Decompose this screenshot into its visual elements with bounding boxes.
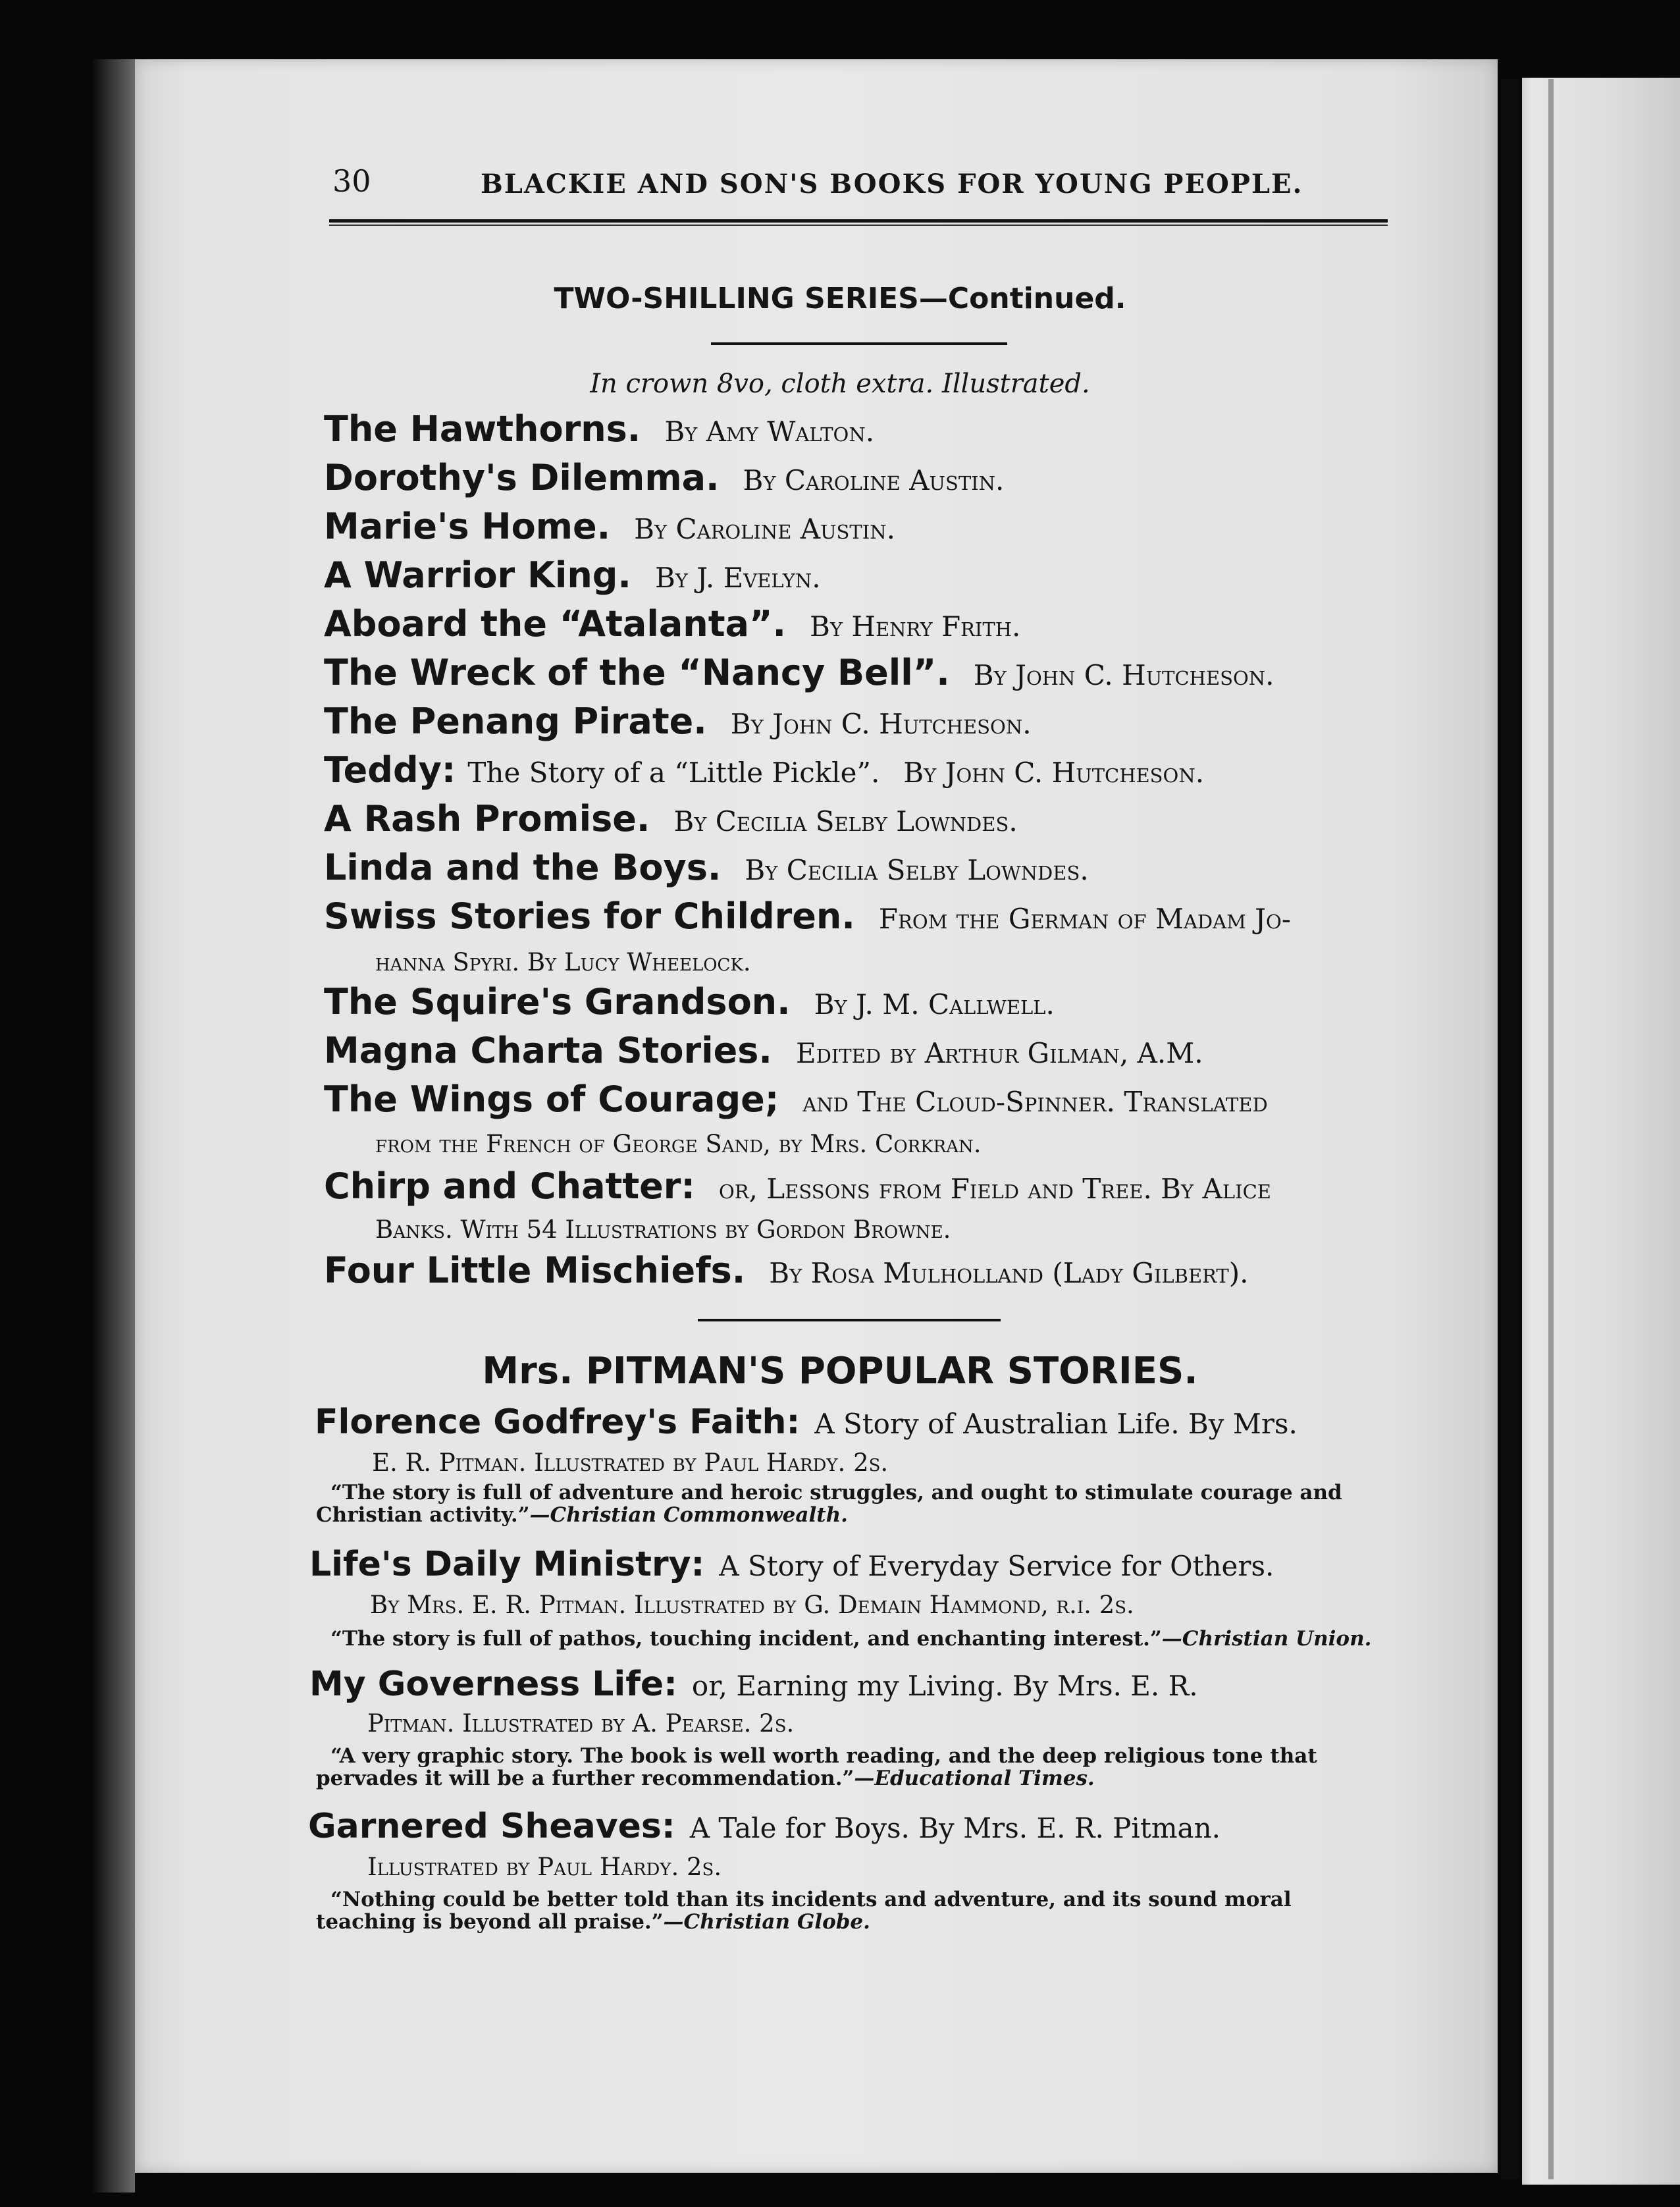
book-byline: By Caroline Austin. (634, 513, 895, 545)
book-entry (324, 457, 1384, 498)
quote-source: —Christian Globe. (663, 1910, 870, 1934)
book-byline: By Cecilia Selby Lowndes. (673, 805, 1018, 838)
book-continuation: E. R. Pitman. Illustrated by Paul Hardy. 2s. (372, 1449, 889, 1477)
book-title: Four Little Mischiefs. (324, 1250, 746, 1291)
review-quote (316, 1888, 1292, 1911)
book-title: A Warrior King. (324, 554, 631, 596)
book-continuation: By Mrs. E. R. Pitman. Illustrated by G. Demain Hammond, r.i. 2s. (370, 1591, 1134, 1619)
book-byline: By Cecilia Selby Lowndes. (745, 854, 1089, 886)
quote-source: —Christian Union. (1161, 1627, 1372, 1651)
book-byline: Edited by Arthur Gilman, A.M. (795, 1037, 1203, 1069)
book-byline: By John C. Hutcheson. (730, 708, 1032, 740)
quote-text: “The story is full of pathos, touching incident, and enchanting interest.” (330, 1627, 1162, 1651)
book-byline: By John C. Hutcheson. (903, 757, 1205, 789)
book-byline: A Story of Everyday Service for Others. (719, 1550, 1274, 1582)
book-entry (324, 847, 1384, 888)
book-byline: and The Cloud-Spinner. Translated (802, 1086, 1268, 1118)
book-title: A Rash Promise. (324, 798, 650, 839)
quote-source: —Christian Commonwealth. (529, 1503, 848, 1527)
book-continuation: Pitman. Illustrated by A. Pearse. 2s. (367, 1709, 795, 1738)
book-byline: or, Lessons from Field and Tree. By Alice (719, 1173, 1271, 1205)
book-title: Aboard the “Atalanta”. (324, 603, 786, 645)
book-continuation: hanna Spyri. By Lucy Wheelock. (375, 948, 751, 976)
review-quote (316, 1911, 870, 1933)
book-byline: By Caroline Austin. (743, 464, 1005, 496)
book-entry (324, 506, 1384, 547)
review-quote (316, 1504, 848, 1526)
review-quote (316, 1767, 1095, 1790)
book-entry (324, 701, 1384, 742)
review-quote (316, 1745, 1317, 1767)
book-entry (324, 554, 1384, 596)
header-rule (329, 219, 1388, 223)
quote-text: Christian activity.” (316, 1503, 530, 1527)
book-title: The Squire's Grandson. (324, 981, 791, 1023)
book-title: Marie's Home. (324, 506, 611, 547)
section-heading-pitman: Mrs. PITMAN'S POPULAR STORIES. (482, 1350, 1198, 1393)
book-title: Teddy: (324, 749, 456, 791)
section-heading-two-shilling: TWO-SHILLING SERIES—Continued. (554, 282, 1126, 315)
book-byline: By Henry Frith. (809, 610, 1021, 643)
book-byline: From the German of Madam Jo- (878, 903, 1291, 935)
book-byline: By Amy Walton. (664, 415, 875, 448)
review-quote (316, 1481, 1342, 1504)
book-title: Life's Daily Ministry: (309, 1545, 705, 1584)
book-continuation: Banks. With 54 Illustrations by Gordon Browne. (375, 1215, 951, 1244)
book-title: Dorothy's Dilemma. (324, 457, 720, 498)
book-title: The Hawthorns. (324, 408, 641, 450)
quote-text: teaching is beyond all praise.” (316, 1910, 664, 1934)
book-byline: A Tale for Boys. By Mrs. E. R. Pitman. (689, 1812, 1221, 1844)
section-divider (698, 1319, 1001, 1321)
section-rule (711, 342, 1007, 345)
book-entry (324, 749, 1384, 791)
quote-text: “Nothing could be better told than its incidents and adventure, and its sound moral (330, 1888, 1292, 1911)
book-byline: or, Earning my Living. By Mrs. E. R. (691, 1670, 1198, 1702)
book-subtitle: The Story of a “Little Pickle”. (467, 757, 880, 789)
quote-text: pervades it will be a further recommendation.” (316, 1767, 854, 1790)
book-entry (324, 1030, 1384, 1071)
running-head (332, 163, 1386, 216)
book-entry (324, 408, 1384, 450)
book-title: Swiss Stories for Children. (324, 895, 855, 937)
book-entry (324, 1078, 1384, 1120)
book-continuation: Illustrated by Paul Hardy. 2s. (367, 1853, 722, 1881)
format-note: In crown 8vo, cloth extra. Illustrated. (590, 369, 1090, 399)
book-byline: By John C. Hutcheson. (973, 659, 1274, 691)
book-entry (324, 981, 1384, 1023)
book-entry (309, 1545, 1369, 1584)
review-quote (316, 1628, 1371, 1650)
quote-text: “A very graphic story. The book is well worth reading, and the deep religious tone that (330, 1744, 1317, 1768)
quote-text: “The story is full of adventure and heroic struggles, and ought to stimulate courage and (330, 1481, 1342, 1504)
book-entry (315, 1402, 1375, 1442)
book-entry (324, 652, 1384, 693)
page-number: 30 (332, 163, 371, 199)
quote-source: —Educational Times. (854, 1767, 1095, 1790)
book-entry (324, 1165, 1384, 1207)
book-entry (324, 798, 1384, 839)
book-title: My Governess Life: (309, 1664, 677, 1704)
book-entry (324, 1250, 1384, 1291)
book-title: Magna Charta Stories. (324, 1030, 772, 1071)
book-byline: By Rosa Mulholland (Lady Gilbert). (769, 1257, 1249, 1289)
book-title: The Wreck of the “Nancy Bell”. (324, 652, 950, 693)
book-byline: By J. M. Callwell. (814, 988, 1055, 1021)
book-byline: By J. Evelyn. (654, 562, 821, 594)
book-entry (308, 1807, 1368, 1846)
book-entry (324, 603, 1384, 645)
book-entry (324, 895, 1384, 937)
book-title: Florence Godfrey's Faith: (315, 1402, 801, 1442)
running-title: BLACKIE AND SON'S BOOKS FOR YOUNG PEOPLE. (481, 169, 1303, 199)
book-byline: A Story of Australian Life. By Mrs. (814, 1408, 1298, 1440)
book-entry (309, 1664, 1369, 1704)
book-continuation: from the French of George Sand, by Mrs. Corkran. (375, 1130, 982, 1158)
book-title: The Penang Pirate. (324, 701, 707, 742)
book-title: Chirp and Chatter: (324, 1165, 695, 1207)
book-title: Linda and the Boys. (324, 847, 722, 888)
book-title: The Wings of Courage; (324, 1078, 779, 1120)
header-rule-thin (329, 225, 1388, 226)
book-title: Garnered Sheaves: (308, 1807, 675, 1846)
